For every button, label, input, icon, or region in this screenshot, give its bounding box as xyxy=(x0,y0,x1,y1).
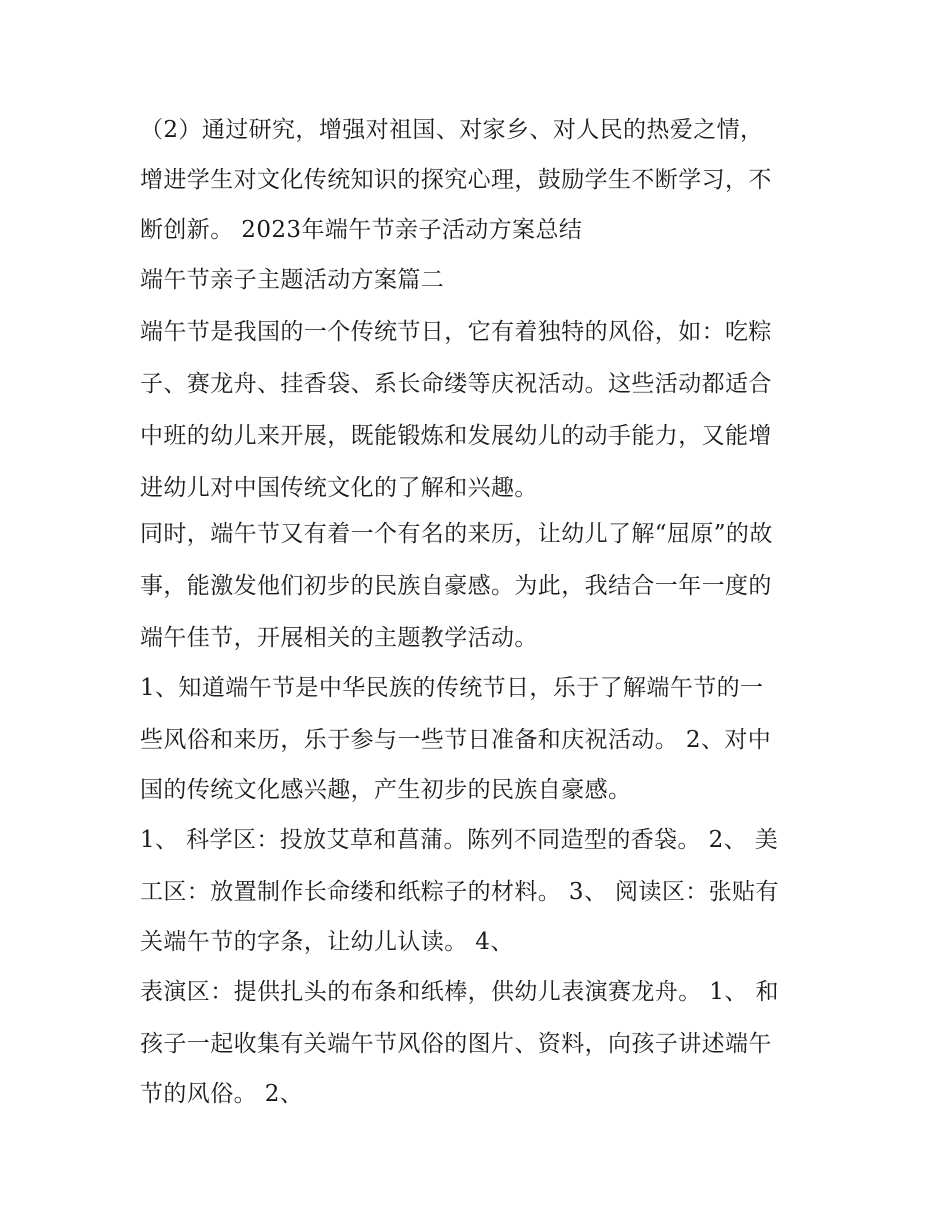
text-line: 同时，端午节又有着一个有名的来历，让幼儿了解“屈原”的故 xyxy=(140,521,773,547)
text-line: 节的风俗。 2、 xyxy=(140,1081,304,1107)
text-line: 事，能激发他们初步的民族自豪感。为此，我结合一年一度的 xyxy=(140,573,772,599)
text-line: 子、赛龙舟、挂香袋、系长命缕等庆祝活动。这些活动都适合 xyxy=(140,371,772,397)
text-line: （2）通过研究，增强对祖国、对家乡、对人民的热爱之情， xyxy=(140,117,764,143)
text-line: 国的传统文化感兴趣，产生初步的民族自豪感。 xyxy=(140,777,632,803)
text-line: 端午节是我国的一个传统节日，它有着独特的风俗，如：吃粽 xyxy=(140,319,772,345)
text-line: 断创新。 2023年端午节亲子活动方案总结 xyxy=(140,217,583,243)
text-line: 端午佳节，开展相关的主题教学活动。 xyxy=(140,625,538,651)
text-line: 关端午节的字条，让幼儿认读。 4、 xyxy=(140,929,514,955)
text-line: 工区：放置制作长命缕和纸粽子的材料。 3、 阅读区：张贴有 xyxy=(140,879,779,905)
text-line: 1、 科学区：投放艾草和菖蒲。陈列不同造型的香袋。 2、 美 xyxy=(140,827,779,853)
text-line: 表演区：提供扎头的布条和纸棒，供幼儿表演赛龙舟。 1、 和 xyxy=(140,979,779,1005)
text-line: 进幼儿对中国传统文化的了解和兴趣。 xyxy=(140,475,538,501)
text-line: 些风俗和来历，乐于参与一些节日准备和庆祝活动。 2、对中 xyxy=(140,727,772,753)
text-line: 中班的幼儿来开展，既能锻炼和发展幼儿的动手能力，又能增 xyxy=(140,423,772,449)
text-line: 增进学生对文化传统知识的探究心理，鼓励学生不断学习，不 xyxy=(140,167,772,193)
section-heading: 端午节亲子主题活动方案篇二 xyxy=(140,267,445,293)
text-line: 1、知道端午节是中华民族的传统节日，乐于了解端午节的一 xyxy=(140,675,764,701)
text-line: 孩子一起收集有关端午节风俗的图片、资料，向孩子讲述端午 xyxy=(140,1031,772,1057)
